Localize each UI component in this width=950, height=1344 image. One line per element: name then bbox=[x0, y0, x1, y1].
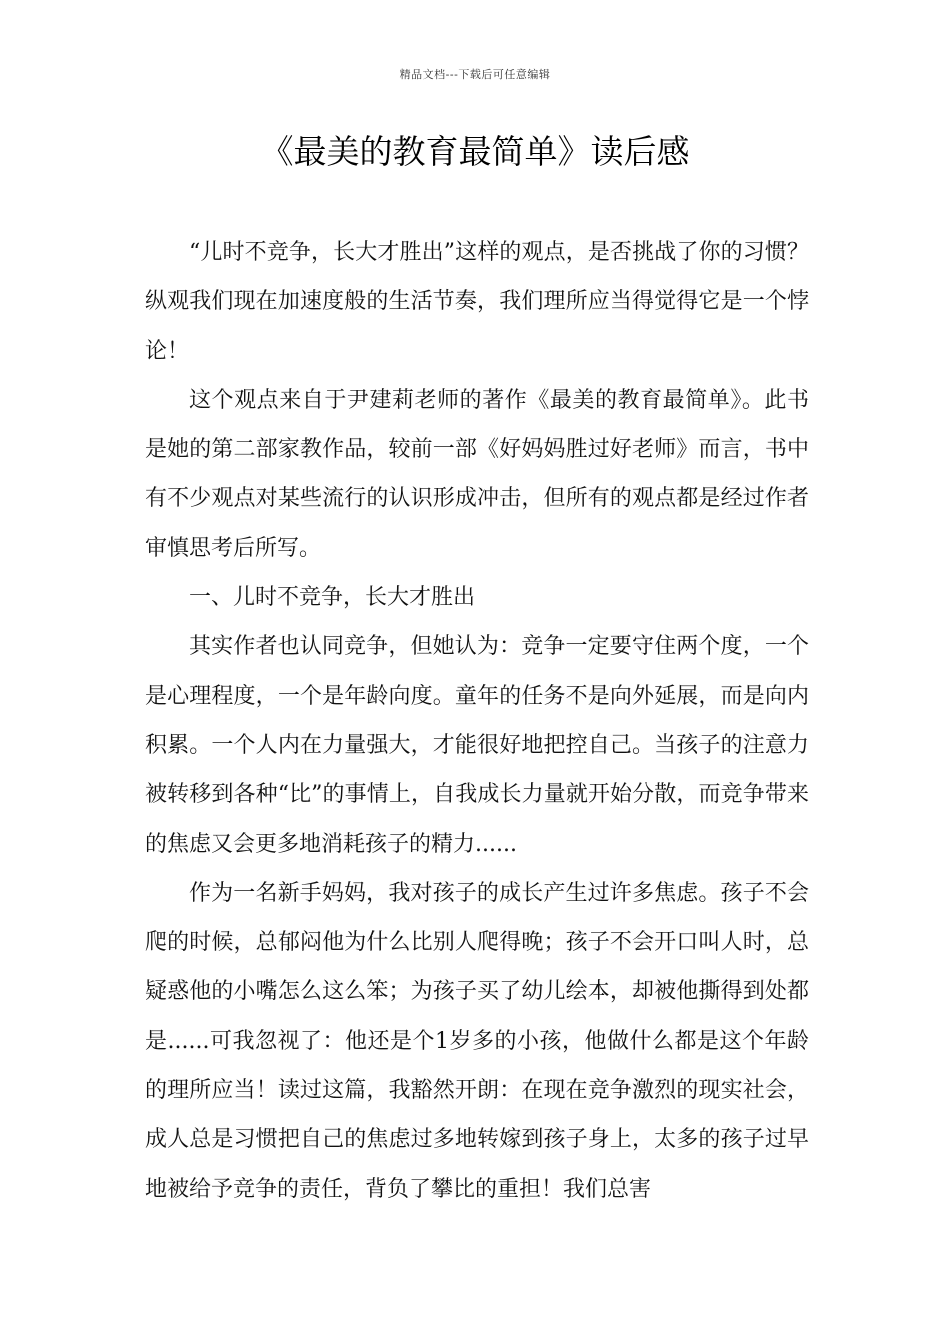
section-heading: 一、儿时不竞争，长大才胜出 bbox=[189, 585, 476, 611]
document-title: 《最美的教育最简单》读后感 bbox=[260, 132, 690, 171]
paragraph-3: 其实作者也认同竞争，但她认为：竞争一定要守住两个度，一个是心理程度，一个是年龄向度。童年的任务不是向外延展，而是向内积累。一个人内在力量强大，才能很好地把控自己。当孩子的注意力被转移到各种“比”的事情上，自我成长力量就开始分散，而竞争带来的焦虑又会更多地消耗孩子的精力...... bbox=[145, 634, 809, 857]
paragraph-4: 作为一名新手妈妈，我对孩子的成长产生过许多焦虑。孩子不会爬的时候，总郁闷他为什么比别人爬得晚；孩子不会开口叫人时，总疑惑他的小嘴怎么这么笨；为孩子买了幼儿绘本，却被他撕得到处都是......可我忽视了：他还是个1岁多的小孩，他做什么都是这个年龄的理所应当！读过这篇，我豁然开朗：在现在竞争激烈的现实社会，成人总是习惯把自己的焦虑过多地转嫁到孩子身上，太多的孩子过早地被给予竞争的责任，背负了攀比的重担！我们总害 bbox=[145, 880, 809, 1202]
document-body bbox=[145, 228, 809, 1214]
header-note: 精品文档---下载后可任意编辑 bbox=[399, 68, 551, 81]
paragraph-2: 这个观点来自于尹建莉老师的著作《最美的教育最简单》。此书是她的第二部家教作品，较前一部《好妈妈胜过好老师》而言，书中有不少观点对某些流行的认识形成冲击，但所有的观点都是经过作者审慎思考后所写。 bbox=[145, 387, 809, 561]
paragraph-1: “儿时不竞争，长大才胜出”这样的观点，是否挑战了你的习惯？纵观我们现在加速度般的生活节奏，我们理所应当得觉得它是一个悖论！ bbox=[145, 240, 809, 364]
